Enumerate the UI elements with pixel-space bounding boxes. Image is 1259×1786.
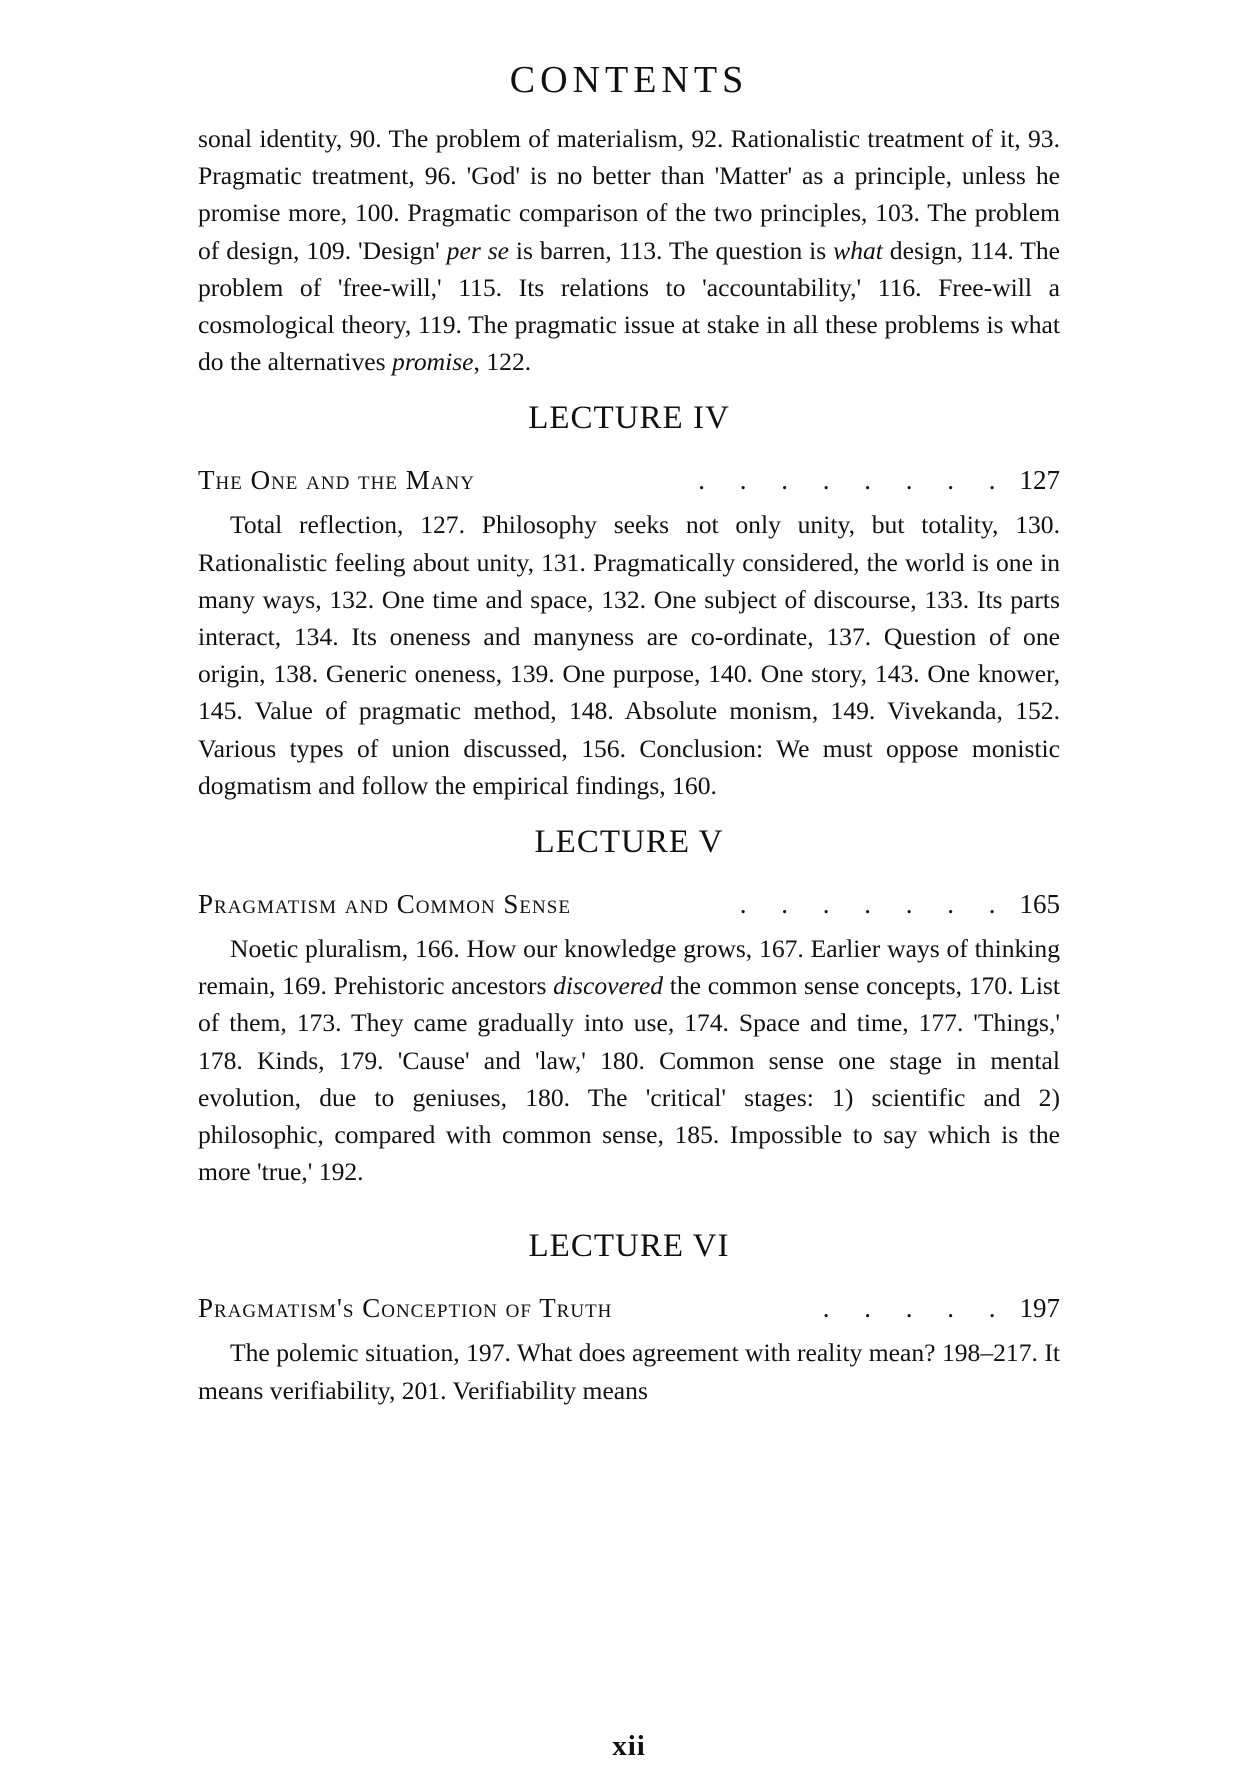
lecture-6-heading: LECTURE VI [528, 1228, 730, 1265]
contents-page [198, 58, 1060, 1762]
lecture-4-heading: LECTURE IV [528, 400, 730, 437]
continuation-italic-3: promise [392, 347, 474, 377]
lecture-6-leader-dots: . . . . . [822, 1293, 1010, 1324]
lecture-6-summary: The polemic situation, 197. What does agreement with reality mean? 198–217. It means verifiability, 201. Verifiability means [198, 1338, 1060, 1405]
continuation-text-2: is barren, 113. The question is [509, 235, 834, 265]
page-folio: xii [612, 1730, 646, 1762]
lecture-6-page-number: 197 [1019, 1293, 1060, 1324]
lecture-5-summary-text-1: Noetic pluralism, 166. How our knowledge grows, 167. Earlier ways of thinking remain, 169. Prehistoric ancestors [198, 934, 1060, 1001]
page-title: CONTENTS [509, 59, 749, 101]
lecture-5-leader-dots: . . . . . . . [739, 889, 1010, 920]
continuation-text-4: , 122. [473, 347, 532, 377]
lecture-5-page-number: 165 [1019, 889, 1060, 920]
lecture-5-title: Pragmatism and Common Sense [198, 889, 571, 920]
lecture-5-entry[interactable] [198, 889, 1060, 920]
continuation-text-1: sonal identity, 90. The problem of materialism, 92. Rationalistic treatment of it, 93. Pragmatic treatment, 96. 'God' is no better than 'Matter' as a principle, unless he promise more, 100. Pragmatic comparison of the two principles, 103. The problem of design, 109. 'Design' [198, 124, 1060, 265]
continuation-italic-2: what [833, 235, 883, 265]
lecture-6-title: Pragmatism's Conception of Truth [198, 1293, 613, 1324]
lecture-4-entry[interactable] [198, 465, 1060, 496]
lecture-4-title: The One and the Many [198, 465, 475, 496]
continuation-italic-1: per se [446, 235, 510, 265]
lecture-5-summary-italic: discovered [553, 971, 664, 1001]
lecture-5-summary-text-2: the common sense concepts, 170. List of them, 173. They came gradually into use, 174. Space and time, 177. 'Things,' 178. Kinds, 179. 'Cause' and 'law,' 180. Common sense one stage in mental evolution, due to geniuses, 180. The 'critical' stages: 1) scientific and 2) philosophic, compared with common sense, 185. Impossible to say which is the more 'true,' 192. [198, 971, 1060, 1187]
lecture-4-summary: Total reflection, 127. Philosophy seeks not only unity, but totality, 130. Rationalistic feeling about unity, 131. Pragmatically considered, the world is one in many ways, 132. One time and space, 132. One subject of discourse, 133. Its parts interact, 134. Its oneness and manyness are co-ordinate, 137. Question of one origin, 138. Generic oneness, 139. One purpose, 140. One story, 143. One knower, 145. Value of pragmatic method, 148. Absolute monism, 149. Vivekanda, 152. Various types of union discussed, 156. Conclusion: We must oppose monistic dogmatism and follow the empirical findings, 160. [198, 510, 1060, 800]
continuation-paragraph [198, 120, 1060, 380]
lecture-5-summary [198, 930, 1060, 1190]
lecture-4-leader-dots: . . . . . . . . [698, 465, 1010, 496]
lecture-6-entry[interactable] [198, 1293, 1060, 1324]
lecture-4-page-number: 127 [1019, 465, 1060, 496]
continuation-text-3: design, 114. The problem of 'free-will,' 115. Its relations to 'accountability,' 116. Free-will a cosmological theory, 119. The pragmatic issue at stake in all these problems is what do the alternatives [198, 235, 1060, 377]
lecture-5-heading: LECTURE V [534, 824, 724, 861]
